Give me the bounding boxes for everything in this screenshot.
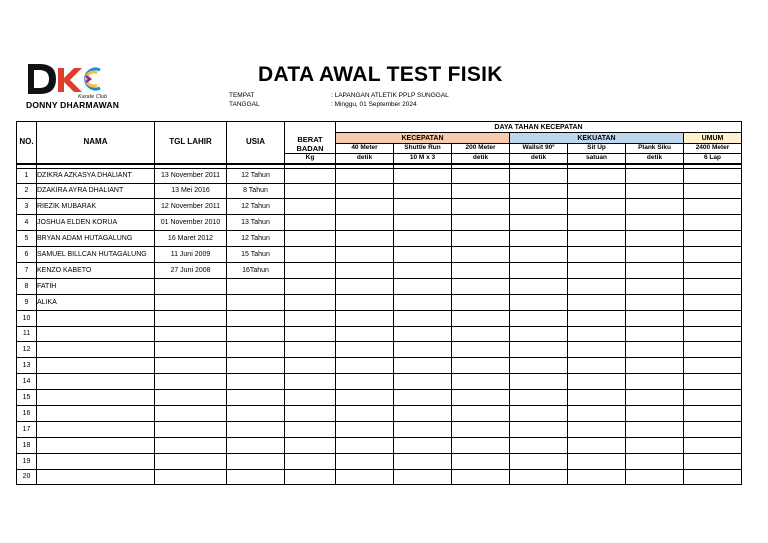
row-number[interactable]: 2	[17, 183, 37, 199]
test-result-cell[interactable]	[684, 278, 742, 294]
athlete-name[interactable]	[37, 405, 155, 421]
test-result-cell[interactable]	[336, 310, 394, 326]
test-result-cell[interactable]	[684, 294, 742, 310]
athlete-dob[interactable]	[155, 437, 227, 453]
test-unit: 10 M x 3	[394, 154, 452, 164]
test-result-cell[interactable]	[684, 437, 742, 453]
row-number[interactable]: 17	[17, 421, 37, 437]
table-row	[17, 278, 742, 294]
table-row	[17, 294, 742, 310]
row-number[interactable]: 16	[17, 405, 37, 421]
test-result-cell[interactable]	[510, 199, 568, 215]
test-result-cell[interactable]	[336, 374, 394, 390]
test-name: 200 Meter	[452, 144, 510, 154]
athlete-age[interactable]	[227, 294, 285, 310]
test-result-cell[interactable]	[394, 262, 452, 278]
test-result-cell[interactable]	[394, 453, 452, 469]
test-result-cell[interactable]	[568, 421, 626, 437]
test-result-cell[interactable]	[510, 294, 568, 310]
test-result-cell[interactable]	[394, 326, 452, 342]
test-result-cell[interactable]	[626, 247, 684, 263]
test-result-cell[interactable]	[452, 231, 510, 247]
test-result-cell[interactable]	[452, 278, 510, 294]
test-result-cell[interactable]	[394, 390, 452, 406]
test-result-cell[interactable]	[568, 215, 626, 231]
test-result-cell[interactable]	[336, 262, 394, 278]
table-row	[17, 310, 742, 326]
athlete-age[interactable]	[227, 326, 285, 342]
row-number[interactable]: 4	[17, 215, 37, 231]
test-result-cell[interactable]	[336, 453, 394, 469]
test-result-cell[interactable]	[394, 294, 452, 310]
header-name: NAMA	[37, 122, 155, 164]
test-result-cell[interactable]	[684, 310, 742, 326]
table-row	[17, 358, 742, 374]
page-title: DATA AWAL TEST FISIK	[258, 63, 503, 86]
row-number[interactable]: 3	[17, 199, 37, 215]
athlete-age[interactable]	[227, 358, 285, 374]
weight-cell[interactable]	[285, 294, 336, 310]
test-result-cell[interactable]	[452, 199, 510, 215]
test-result-cell[interactable]	[452, 437, 510, 453]
club-logo	[20, 60, 124, 112]
test-result-cell[interactable]	[626, 262, 684, 278]
athlete-age[interactable]: 13 Tahun	[227, 215, 285, 231]
test-result-cell[interactable]	[568, 342, 626, 358]
athlete-name[interactable]	[37, 374, 155, 390]
row-number[interactable]: 8	[17, 278, 37, 294]
test-result-cell[interactable]	[510, 262, 568, 278]
athlete-name[interactable]	[37, 469, 155, 485]
test-result-cell[interactable]	[510, 215, 568, 231]
test-result-cell[interactable]	[336, 215, 394, 231]
weight-cell[interactable]	[285, 183, 336, 199]
test-result-cell[interactable]	[336, 183, 394, 199]
table-row	[17, 405, 742, 421]
test-result-cell[interactable]	[684, 215, 742, 231]
test-result-cell[interactable]	[568, 262, 626, 278]
test-result-cell[interactable]	[510, 421, 568, 437]
test-result-cell[interactable]	[394, 437, 452, 453]
test-result-cell[interactable]	[510, 168, 568, 183]
athlete-name[interactable]: FATIH	[37, 278, 155, 294]
athlete-dob[interactable]	[155, 405, 227, 421]
table-row	[17, 453, 742, 469]
athlete-dob[interactable]	[155, 342, 227, 358]
test-result-cell[interactable]	[568, 437, 626, 453]
test-result-cell[interactable]	[684, 262, 742, 278]
test-result-cell[interactable]	[568, 247, 626, 263]
weight-cell[interactable]	[285, 374, 336, 390]
test-unit: detik	[626, 154, 684, 164]
test-result-cell[interactable]	[568, 199, 626, 215]
test-result-cell[interactable]	[336, 278, 394, 294]
weight-cell[interactable]	[285, 247, 336, 263]
test-result-cell[interactable]	[568, 326, 626, 342]
test-result-cell[interactable]	[336, 405, 394, 421]
athlete-name[interactable]: JOSHUA ELDEN KORUA	[37, 215, 155, 231]
header-dob: TGL LAHIR	[155, 122, 227, 164]
athlete-age[interactable]: 16Tahun	[227, 262, 285, 278]
test-result-cell[interactable]	[336, 199, 394, 215]
place-value: : LAPANGAN ATLETIK PPLP SUNGGAL	[331, 92, 449, 99]
test-result-cell[interactable]	[510, 310, 568, 326]
table-row	[17, 437, 742, 453]
test-result-cell[interactable]	[336, 294, 394, 310]
test-result-cell[interactable]	[626, 215, 684, 231]
athlete-name[interactable]	[37, 437, 155, 453]
row-number[interactable]: 5	[17, 231, 37, 247]
athlete-dob[interactable]: 12 November 2011	[155, 199, 227, 215]
weight-cell[interactable]	[285, 358, 336, 374]
test-result-cell[interactable]	[568, 405, 626, 421]
athlete-dob[interactable]	[155, 326, 227, 342]
athlete-age[interactable]	[227, 278, 285, 294]
athlete-name[interactable]: BRYAN ADAM HUTAGALUNG	[37, 231, 155, 247]
athlete-dob[interactable]	[155, 294, 227, 310]
header-age: USIA	[227, 122, 285, 164]
test-result-cell[interactable]	[626, 437, 684, 453]
test-result-cell[interactable]	[684, 231, 742, 247]
test-result-cell[interactable]	[336, 437, 394, 453]
athlete-name[interactable]	[37, 421, 155, 437]
athlete-age[interactable]	[227, 374, 285, 390]
table-row	[17, 183, 742, 199]
row-number[interactable]: 1	[17, 168, 37, 183]
athlete-name[interactable]: ALIKA	[37, 294, 155, 310]
test-name: Shuttle Run	[394, 144, 452, 154]
test-result-cell[interactable]	[394, 168, 452, 183]
test-result-cell[interactable]	[452, 421, 510, 437]
test-result-cell[interactable]	[626, 421, 684, 437]
table-row	[17, 168, 742, 183]
test-result-cell[interactable]	[336, 358, 394, 374]
test-result-cell[interactable]	[452, 358, 510, 374]
row-number[interactable]: 6	[17, 247, 37, 263]
test-name: Plank Siku	[626, 144, 684, 154]
header-no: NO.	[17, 122, 37, 164]
weight-cell[interactable]	[285, 231, 336, 247]
row-number[interactable]: 15	[17, 390, 37, 406]
fitness-test-table	[16, 121, 742, 485]
athlete-age[interactable]	[227, 469, 285, 485]
test-result-cell[interactable]	[568, 168, 626, 183]
weight-cell[interactable]	[285, 278, 336, 294]
athlete-dob[interactable]: 27 Juni 2008	[155, 262, 227, 278]
athlete-name[interactable]: DZAKIRA AYRA DHALIANT	[37, 183, 155, 199]
weight-cell[interactable]	[285, 199, 336, 215]
test-result-cell[interactable]	[510, 405, 568, 421]
test-unit: detik	[510, 154, 568, 164]
test-result-cell[interactable]	[626, 374, 684, 390]
test-result-cell[interactable]	[452, 168, 510, 183]
test-result-cell[interactable]	[394, 342, 452, 358]
table-row	[17, 374, 742, 390]
test-result-cell[interactable]	[510, 437, 568, 453]
athlete-dob[interactable]	[155, 374, 227, 390]
club-tagline: Karate Club	[78, 94, 108, 100]
test-result-cell[interactable]	[394, 231, 452, 247]
test-result-cell[interactable]	[336, 342, 394, 358]
test-result-cell[interactable]	[394, 405, 452, 421]
test-result-cell[interactable]	[568, 453, 626, 469]
test-result-cell[interactable]	[626, 358, 684, 374]
test-result-cell[interactable]	[684, 358, 742, 374]
test-result-cell[interactable]	[626, 199, 684, 215]
test-result-cell[interactable]	[452, 183, 510, 199]
athlete-age[interactable]: 15 Tahun	[227, 247, 285, 263]
athlete-name[interactable]: RIEZIK MUBARAK	[37, 199, 155, 215]
test-result-cell[interactable]	[626, 453, 684, 469]
test-result-cell[interactable]	[684, 326, 742, 342]
athlete-dob[interactable]: 11 Juni 2009	[155, 247, 227, 263]
test-result-cell[interactable]	[568, 390, 626, 406]
test-result-cell[interactable]	[626, 342, 684, 358]
test-name: Wallsit 90º	[510, 144, 568, 154]
place-label: TEMPAT	[229, 92, 255, 99]
test-result-cell[interactable]	[684, 421, 742, 437]
test-result-cell[interactable]	[510, 278, 568, 294]
test-result-cell[interactable]	[568, 294, 626, 310]
weight-cell[interactable]	[285, 215, 336, 231]
athlete-dob[interactable]	[155, 421, 227, 437]
weight-cell[interactable]	[285, 168, 336, 183]
test-result-cell[interactable]	[336, 168, 394, 183]
test-result-cell[interactable]	[510, 390, 568, 406]
table-row	[17, 247, 742, 263]
test-result-cell[interactable]	[336, 390, 394, 406]
row-number[interactable]: 10	[17, 310, 37, 326]
row-number[interactable]: 13	[17, 358, 37, 374]
test-result-cell[interactable]	[568, 231, 626, 247]
row-number[interactable]: 18	[17, 437, 37, 453]
test-result-cell[interactable]	[626, 310, 684, 326]
table-row	[17, 469, 742, 485]
test-result-cell[interactable]	[568, 358, 626, 374]
table-row	[17, 390, 742, 406]
athlete-age[interactable]: 12 Tahun	[227, 199, 285, 215]
test-result-cell[interactable]	[394, 310, 452, 326]
test-result-cell[interactable]	[510, 469, 568, 485]
header-weight-unit: Kg	[285, 154, 336, 164]
test-unit: 6 Lap	[684, 154, 742, 164]
test-result-cell[interactable]	[684, 390, 742, 406]
weight-cell[interactable]	[285, 405, 336, 421]
test-result-cell[interactable]	[684, 405, 742, 421]
athlete-dob[interactable]	[155, 310, 227, 326]
test-result-cell[interactable]	[568, 374, 626, 390]
test-result-cell[interactable]	[336, 421, 394, 437]
test-result-cell[interactable]	[394, 215, 452, 231]
weight-cell[interactable]	[285, 310, 336, 326]
athlete-dob[interactable]	[155, 358, 227, 374]
club-name: DONNY DHARMAWAN	[26, 100, 120, 110]
test-result-cell[interactable]	[626, 405, 684, 421]
athlete-age[interactable]	[227, 390, 285, 406]
athlete-age[interactable]: 12 Tahun	[227, 231, 285, 247]
athlete-age[interactable]	[227, 453, 285, 469]
test-result-cell[interactable]	[684, 453, 742, 469]
test-name: 40 Meter	[336, 144, 394, 154]
athlete-name[interactable]: SAMUEL BILLCAN HUTAGALUNG	[37, 247, 155, 263]
row-number[interactable]: 7	[17, 262, 37, 278]
table-row	[17, 421, 742, 437]
athlete-rows	[17, 168, 742, 485]
athlete-dob[interactable]: 13 November 2011	[155, 168, 227, 183]
header-group: DAYA TAHAN KECEPATAN	[336, 122, 742, 133]
table-row	[17, 326, 742, 342]
test-result-cell[interactable]	[336, 231, 394, 247]
header-weight-1: BERAT	[285, 122, 336, 144]
test-result-cell[interactable]	[452, 469, 510, 485]
weight-cell[interactable]	[285, 437, 336, 453]
test-result-cell[interactable]	[684, 374, 742, 390]
test-result-cell[interactable]	[394, 278, 452, 294]
test-result-cell[interactable]	[510, 183, 568, 199]
test-result-cell[interactable]	[394, 469, 452, 485]
test-result-cell[interactable]	[510, 374, 568, 390]
test-result-cell[interactable]	[568, 183, 626, 199]
test-result-cell[interactable]	[684, 342, 742, 358]
test-result-cell[interactable]	[336, 326, 394, 342]
test-result-cell[interactable]	[452, 374, 510, 390]
row-number[interactable]: 14	[17, 374, 37, 390]
test-result-cell[interactable]	[626, 183, 684, 199]
test-result-cell[interactable]	[394, 358, 452, 374]
test-result-cell[interactable]	[336, 469, 394, 485]
athlete-age[interactable]	[227, 342, 285, 358]
athlete-name[interactable]	[37, 358, 155, 374]
test-result-cell[interactable]	[684, 183, 742, 199]
test-result-cell[interactable]	[684, 199, 742, 215]
test-result-cell[interactable]	[510, 342, 568, 358]
header-speed: KECEPATAN	[336, 133, 510, 144]
athlete-name[interactable]: DZIKRA AZKASYA DHALIANT	[37, 168, 155, 183]
test-result-cell[interactable]	[452, 405, 510, 421]
test-result-cell[interactable]	[452, 215, 510, 231]
athlete-age[interactable]	[227, 437, 285, 453]
test-result-cell[interactable]	[684, 168, 742, 183]
athlete-name[interactable]	[37, 310, 155, 326]
test-result-cell[interactable]	[452, 262, 510, 278]
test-result-cell[interactable]	[452, 247, 510, 263]
table-row	[17, 342, 742, 358]
row-number[interactable]: 19	[17, 453, 37, 469]
test-result-cell[interactable]	[510, 358, 568, 374]
weight-cell[interactable]	[285, 453, 336, 469]
test-result-cell[interactable]	[336, 247, 394, 263]
athlete-name[interactable]	[37, 326, 155, 342]
table-row	[17, 199, 742, 215]
test-result-cell[interactable]	[394, 421, 452, 437]
test-result-cell[interactable]	[394, 183, 452, 199]
athlete-age[interactable]	[227, 421, 285, 437]
test-result-cell[interactable]	[684, 247, 742, 263]
row-number[interactable]: 20	[17, 469, 37, 485]
weight-cell[interactable]	[285, 421, 336, 437]
athlete-dob[interactable]: 16 Maret 2012	[155, 231, 227, 247]
header-general: UMUM	[684, 133, 742, 144]
test-result-cell[interactable]	[452, 453, 510, 469]
athlete-dob[interactable]: 01 November 2010	[155, 215, 227, 231]
test-result-cell[interactable]	[626, 168, 684, 183]
test-result-cell[interactable]	[394, 247, 452, 263]
test-result-cell[interactable]	[452, 342, 510, 358]
athlete-name[interactable]: KENZO KABETO	[37, 262, 155, 278]
athlete-name[interactable]	[37, 453, 155, 469]
weight-cell[interactable]	[285, 469, 336, 485]
athlete-age[interactable]	[227, 310, 285, 326]
row-number[interactable]: 11	[17, 326, 37, 342]
row-number[interactable]: 9	[17, 294, 37, 310]
test-unit: satuan	[568, 154, 626, 164]
test-result-cell[interactable]	[510, 247, 568, 263]
test-result-cell[interactable]	[510, 326, 568, 342]
test-result-cell[interactable]	[626, 231, 684, 247]
test-result-cell[interactable]	[452, 326, 510, 342]
date-label: TANGGAL	[229, 101, 260, 108]
athlete-dob[interactable]	[155, 390, 227, 406]
athlete-dob[interactable]	[155, 469, 227, 485]
row-number[interactable]: 12	[17, 342, 37, 358]
athlete-dob[interactable]	[155, 278, 227, 294]
athlete-name[interactable]	[37, 342, 155, 358]
weight-cell[interactable]	[285, 262, 336, 278]
test-result-cell[interactable]	[452, 294, 510, 310]
test-result-cell[interactable]	[568, 278, 626, 294]
test-result-cell[interactable]	[684, 469, 742, 485]
weight-cell[interactable]	[285, 326, 336, 342]
test-result-cell[interactable]	[568, 469, 626, 485]
athlete-name[interactable]	[37, 390, 155, 406]
test-result-cell[interactable]	[626, 390, 684, 406]
table-row	[17, 262, 742, 278]
weight-cell[interactable]	[285, 390, 336, 406]
date-value: : Minggu, 01 September 2024	[331, 101, 417, 108]
test-result-cell[interactable]	[394, 374, 452, 390]
athlete-age[interactable]	[227, 405, 285, 421]
test-result-cell[interactable]	[510, 453, 568, 469]
test-result-cell[interactable]	[394, 199, 452, 215]
test-result-cell[interactable]	[510, 231, 568, 247]
header-weight-2: BADAN	[285, 144, 336, 154]
test-unit: detik	[336, 154, 394, 164]
test-result-cell[interactable]	[626, 294, 684, 310]
weight-cell[interactable]	[285, 342, 336, 358]
athlete-dob[interactable]: 13 Mei 2016	[155, 183, 227, 199]
dkc-logo-mark	[20, 60, 124, 100]
table-row	[17, 231, 742, 247]
test-result-cell[interactable]	[626, 326, 684, 342]
test-result-cell[interactable]	[626, 278, 684, 294]
test-result-cell[interactable]	[626, 469, 684, 485]
test-result-cell[interactable]	[452, 390, 510, 406]
test-unit: detik	[452, 154, 510, 164]
athlete-dob[interactable]	[155, 453, 227, 469]
athlete-age[interactable]: 12 Tahun	[227, 168, 285, 183]
test-result-cell[interactable]	[568, 310, 626, 326]
header-strength: KEKUATAN	[510, 133, 684, 144]
test-name: Sit Up	[568, 144, 626, 154]
table-row	[17, 215, 742, 231]
athlete-age[interactable]: 8 Tahun	[227, 183, 285, 199]
test-result-cell[interactable]	[452, 310, 510, 326]
test-name: 2400 Meter	[684, 144, 742, 154]
